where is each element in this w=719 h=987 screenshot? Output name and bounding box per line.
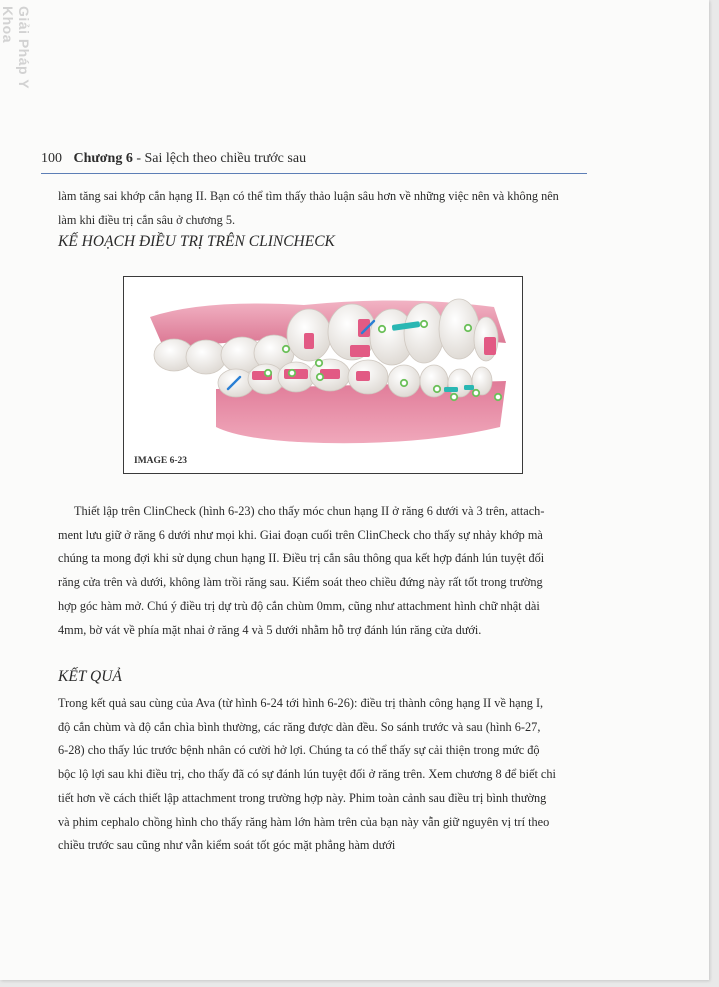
chapter-label: Chương 6 [73, 151, 133, 166]
text-line: hợp góc hàm mở. Chú ý điều trị dự trù độ cắn chùm 0mm, cũng như attachment hình chữ nhật dài [58, 598, 540, 613]
text-line: Trong kết quả sau cùng của Ava (từ hình 6-24 tới hình 6-26): điều trị thành công hạng II về hạng I, [58, 696, 544, 710]
header-separator: - [132, 151, 145, 166]
teeth-3d-model-image [124, 277, 522, 473]
text-line: chiều trước sau cũng như vẫn kiểm soát tốt góc mặt phẳng hàm dưới [58, 838, 396, 853]
page-number: 100 [41, 151, 62, 166]
figure-6-23 [123, 276, 523, 474]
paragraph-results [58, 692, 590, 858]
paragraph-clincheck [58, 500, 590, 524]
paragraph-clincheck-cont [58, 524, 590, 643]
header-rule [41, 173, 587, 174]
text-line: 6-28) cho thấy lúc trước bệnh nhân có cười hở lợi. Chúng ta có thể thấy sự cải thiện trong mức độ [58, 743, 540, 758]
intro-text [58, 185, 590, 232]
figure-caption: IMAGE 6-23 [134, 456, 188, 466]
text-line: và phim cephalo chồng hình cho thấy răng hàm lớn hàm trên của bạn này vẫn giữ nguyên vị trí theo [58, 814, 550, 829]
section-heading-results: KẾT QUẢ [58, 668, 122, 685]
text-line: bộc lộ lợi sau khi điều trị, cho thấy đã có sự đánh lún tuyệt đối ở răng trên. Xem chương 8 để biết chi [58, 767, 556, 782]
running-header [41, 151, 306, 167]
text-line: 4mm, bờ vát về phía mặt nhai ở răng 4 và 5 dưới nhằm hỗ trợ đánh lún răng cửa dưới. [58, 622, 482, 637]
text-line: tiết hơn về cách thiết lập attachment trong trường hợp này. Phim toàn cảnh sau điều trị bình thường [58, 790, 547, 805]
text-line: ment lưu giữ ở răng 6 dưới như mọi khi. Giai đoạn cuối trên ClinCheck cho thấy sự nhảy khớp mà [58, 527, 543, 542]
watermark: Giải Pháp Y Khoa [0, 6, 32, 89]
text-line: độ cắn chùm và độ cắn chìa bình thường, các răng được dàn đều. So sánh trước và sau (hình 6-27, [58, 719, 541, 734]
chapter-title: Sai lệch theo chiều trước sau [144, 151, 307, 166]
text-line: Thiết lập trên ClinCheck (hình 6-23) cho thấy móc chun hạng II ở răng 6 dưới và 3 trên, attach- [74, 504, 545, 518]
section-heading-clincheck: KẾ HOẠCH ĐIỀU TRỊ TRÊN CLINCHECK [58, 233, 335, 250]
text-line: răng cửa trên và dưới, không làm trồi răng sau. Kiểm soát theo chiều đứng này rất tốt trong trường [58, 575, 543, 590]
text-line: chúng ta mong đợi khi sử dụng chun hạng II. Điều trị cắn sâu thông qua kết hợp đánh lún tuyệt đối [58, 551, 545, 566]
text-line: làm khi điều trị cắn sâu ở chương 5. [58, 212, 236, 227]
text-line: làm tăng sai khớp cắn hạng II. Bạn có thể tìm thấy thảo luận sâu hơn về những việc nên và không nên [58, 189, 559, 203]
